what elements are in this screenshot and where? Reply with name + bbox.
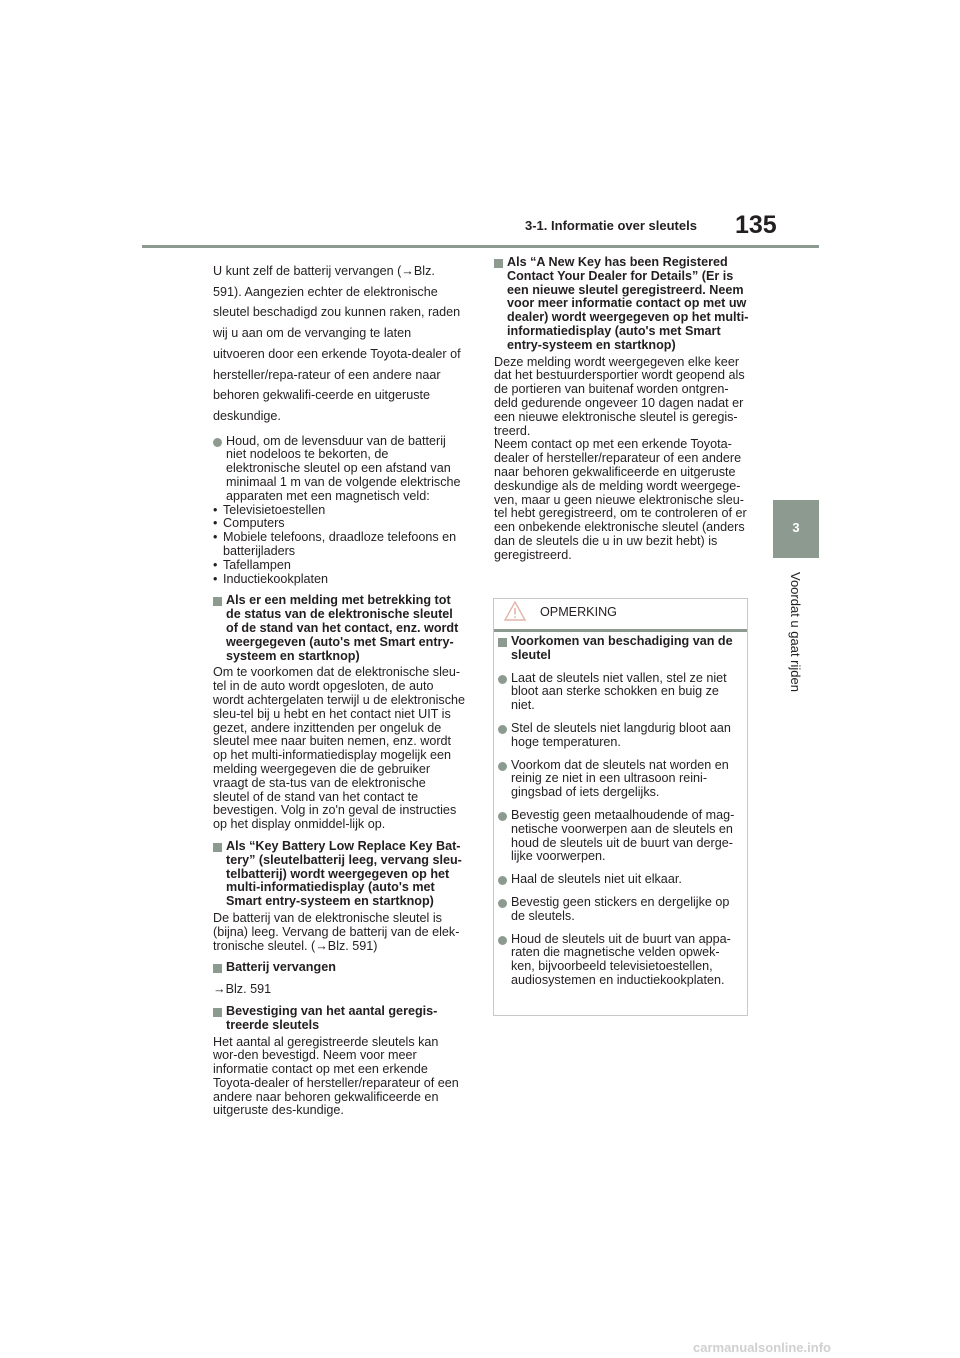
notice-item xyxy=(498,809,741,864)
left-column xyxy=(213,261,465,1118)
round-bullet-icon xyxy=(498,675,507,684)
notice-item xyxy=(498,873,741,887)
appliance-list xyxy=(213,504,465,587)
section-heading xyxy=(494,256,751,353)
square-marker-icon xyxy=(213,1008,222,1017)
section-text: Om te voorkomen dat de elektronische sleu-tel in de auto wordt opgesloten, de auto wordt achtergelaten terwijl u de elektronische sleu-tel bij u hebt en het contact niet UIT is gezet, andere inzittenden per ongeluk de sleutel mee naar buiten nemen, enz. wordt op het multi-informatiedisplay mogelijk een melding weergegeven die de gebruiker vraagt de sta-tus van de elektronische sleutel of de stand van het contact te bevestigen. Volg in zo'n geval de instructies op het display onmiddel-lijk op. xyxy=(213,665,466,832)
section-heading-text: Als er een melding met betrekking tot de status van de elektronische sleutel of de stand van het contact, enz. wordt weergegeven (auto's met Smart entry-systeem en startknop) xyxy=(226,593,459,663)
round-bullet-icon xyxy=(498,876,507,885)
notice-item xyxy=(498,896,741,924)
bullet-text: Houd, om de levensduur van de batterij niet nodeloos te bekorten, de elektronische sleutel op een afstand van minimaal 1 m van de volgende elektrische apparaten met een magnetisch veld: xyxy=(226,433,461,503)
list-item: • Mobiele telefoons, draadloze telefoons en batterijladers xyxy=(213,531,465,559)
list-item: • Inductiekookplaten xyxy=(213,573,465,587)
round-bullet-icon xyxy=(498,812,507,821)
notice-box xyxy=(493,598,748,1016)
section-text: →Blz. 591 xyxy=(213,982,272,997)
notice-item xyxy=(498,672,741,713)
notice-item xyxy=(498,933,741,988)
section-heading xyxy=(213,594,465,663)
chapter-label: Voordat u gaat rijden xyxy=(788,572,803,692)
round-bullet-icon xyxy=(213,438,222,447)
round-bullet-icon xyxy=(498,762,507,771)
header-rule xyxy=(142,245,819,248)
right-column xyxy=(494,256,751,563)
section-text: Deze melding wordt weergegeven elke keer dat het bestuurdersportier wordt geopend als de portieren van buitenaf worden ontgren-deld gedurende ongeveer 10 dagen nadat er een nieuwe elektronische sleutel is geregis-treerd. Neem contact op met een erkende Toyota-dealer of hersteller/reparateur of een andere naar behoren gekwalificeerde en uitgeruste deskundige als de melding wordt weergege-ven, maar u geen nieuwe elektronische sleu-tel hebt geregistreerd, om te controleren of er een onbekende elektronische sleutel (anders dan de sleutels die u in uw bezit hebt) is geregistreerd. xyxy=(494,354,747,562)
section-heading-text: Batterij vervangen xyxy=(226,960,336,975)
section-heading-text: Bevestiging van het aantal geregis-treerde sleutels xyxy=(226,1003,438,1032)
section-text: Het aantal al geregistreerde sleutels kan wor-den bevestigd. Neem voor meer informatie contact op met een erkende Toyota-dealer of hersteller/reparateur of een andere naar behoren gekwalificeerde en uitgeruste des-kundige. xyxy=(213,1034,459,1118)
section-heading-text: Als “A New Key has been Registered Contact Your Dealer for Details” (Er is een nieuwe sleutel geregistreerd. Neem voor meer informatie contact op met uw dealer) wordt weergegeven op het multi-informatiedisplay (auto's met Smart entry-systeem en startknop) xyxy=(507,255,749,352)
notice-item-text: Voorkom dat de sleutels nat worden en reinig ze niet in een ultrasoon reini-gingsbad of iets dergelijks. xyxy=(511,757,729,800)
watermark: carmanualsonline.info xyxy=(693,1340,831,1355)
notice-header xyxy=(494,599,747,629)
notice-rule xyxy=(494,629,747,632)
section-heading xyxy=(213,961,465,975)
list-item: • Computers xyxy=(213,517,465,531)
section-heading xyxy=(213,1005,465,1033)
notice-item xyxy=(498,759,741,800)
notice-heading xyxy=(498,635,741,663)
square-marker-icon xyxy=(494,259,503,268)
round-bullet-icon xyxy=(498,936,507,945)
notice-body xyxy=(494,635,747,988)
list-item: • Tafellampen xyxy=(213,559,465,573)
intro-paragraph: U kunt zelf de batterij vervangen (→Blz. 591). Aangezien echter de elektronische sleutel beschadigd zou kunnen raken, raden wij u aan om de vervanging te laten uitvoeren door een erkende Toyota-dealer of hersteller/repa-rateur of een andere naar behoren gekwalifi-ceerde en uitgeruste deskundige. xyxy=(213,264,461,423)
notice-item-text: Haal de sleutels niet uit elkaar. xyxy=(511,872,682,887)
notice-item-text: Stel de sleutels niet langdurig bloot aan hoge temperaturen. xyxy=(511,720,731,749)
battery-life-bullet xyxy=(213,435,465,504)
notice-item-text: Laat de sleutels niet vallen, stel ze niet bloot aan sterke schokken en buig ze niet. xyxy=(511,670,727,713)
notice-item-text: Bevestig geen stickers en dergelijke op de sleutels. xyxy=(511,894,730,923)
section-heading-text: Als “Key Battery Low Replace Key Bat-tery” (sleutelbatterij leeg, vervang sleu-telbatterij) wordt weergegeven op het multi-informatiedisplay (auto's met Smart entry-systeem en startknop) xyxy=(226,838,462,909)
square-marker-icon xyxy=(213,597,222,606)
notice-item xyxy=(498,722,741,750)
list-item: • Televisietoestellen xyxy=(213,504,465,518)
chapter-tab: 3 xyxy=(773,500,819,558)
section-text: De batterij van de elektronische sleutel is (bijna) leeg. Vervang de batterij van de elek-tronische sleutel. (→Blz. 591) xyxy=(213,910,460,953)
page-number: 135 xyxy=(735,211,777,239)
notice-heading-text: Voorkomen van beschadiging van de sleutel xyxy=(511,634,733,662)
section-title: 3-1. Informatie over sleutels xyxy=(525,218,697,233)
section-heading xyxy=(213,840,465,909)
round-bullet-icon xyxy=(498,725,507,734)
square-marker-icon xyxy=(213,843,222,852)
warning-triangle-icon xyxy=(504,601,526,621)
notice-item-text: Bevestig geen metaalhoudende of mag-netische voorwerpen aan de sleutels en houd de sleutels uit de buurt van derge-lijke voorwerpen. xyxy=(511,807,735,864)
square-marker-icon xyxy=(213,964,222,973)
square-marker-icon xyxy=(498,638,507,647)
notice-item-text: Houd de sleutels uit de buurt van appa-raten die magnetische velden opwek-ken, bijvoorbeeld televisietoestellen, audiosystemen en inductiekookplaten. xyxy=(511,931,731,987)
notice-title: OPMERKING xyxy=(540,605,617,619)
round-bullet-icon xyxy=(498,899,507,908)
